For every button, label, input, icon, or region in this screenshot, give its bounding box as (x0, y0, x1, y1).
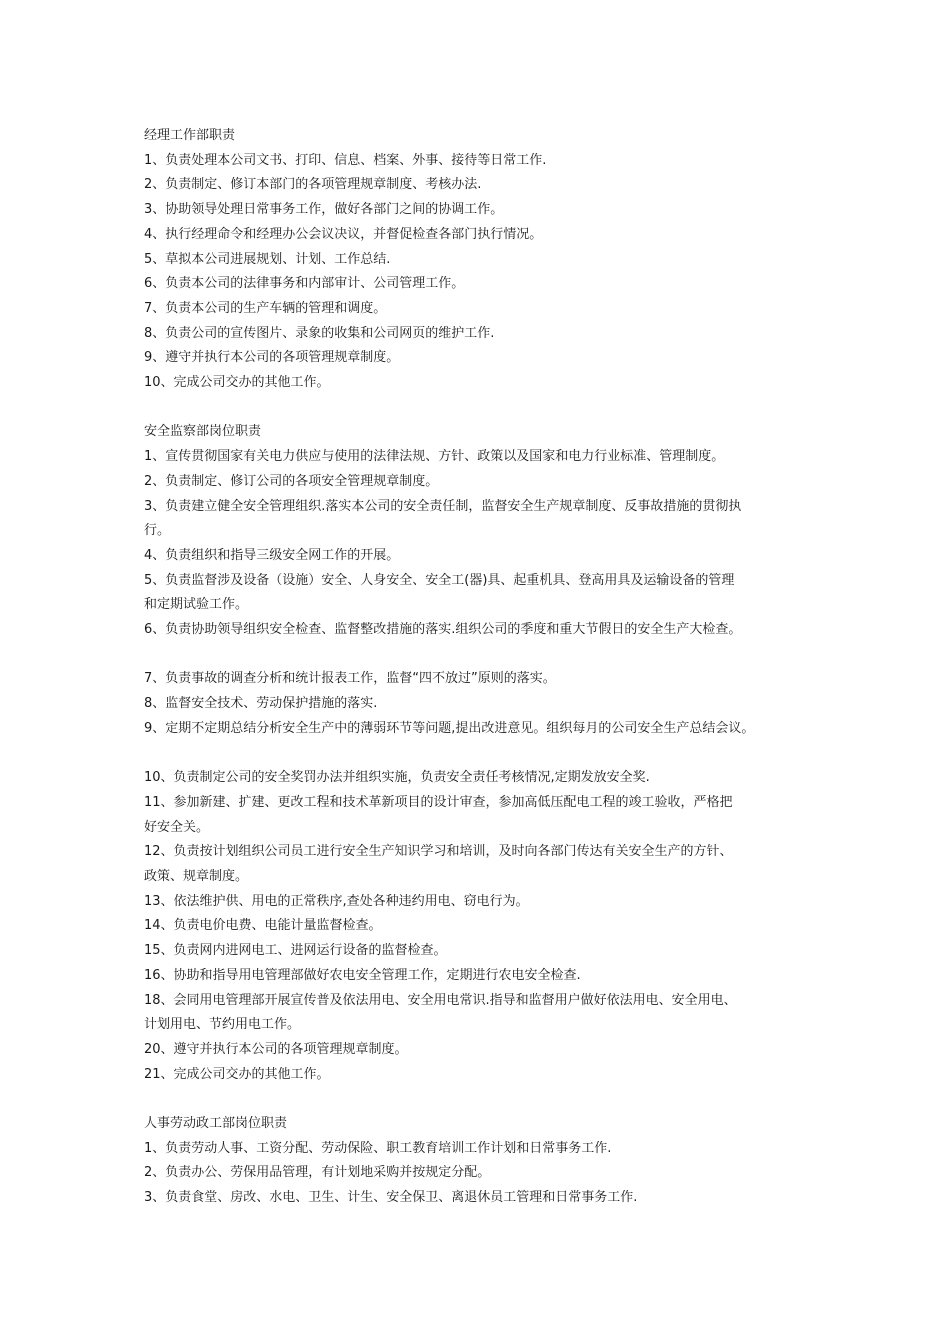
list-item: 1、负责劳动人事、工资分配、劳动保险、职工教育培训工作计划和日常事务工作. (144, 1140, 612, 1156)
list-item: 2、负责办公、劳保用品管理，有计划地采购并按规定分配。 (144, 1165, 491, 1181)
list-item: 5、草拟本公司进展规划、计划、工作总结. (144, 251, 391, 267)
list-item: 12、负责按计划组织公司员工进行安全生产知识学习和培训，及时向各部门传达有关安全生产的方针、 (144, 844, 733, 860)
list-item: 好安全关。 (144, 819, 210, 835)
list-item: 2、负责制定、修订公司的各项安全管理规章制度。 (144, 473, 439, 489)
list-item: 11、参加新建、扩建、更改工程和技术革新项目的设计审查，参加高低压配电工程的竣工验收，严格把 (144, 794, 733, 810)
list-item: 6、负责本公司的法律事务和内部审计、公司管理工作。 (144, 276, 465, 292)
list-item: 计划用电、节约用电工作。 (144, 1017, 301, 1033)
list-item: 1、宣传贯彻国家有关电力供应与使用的法律法规、方针、政策以及国家和电力行业标准、管理制度。 (144, 449, 725, 465)
list-item: 和定期试验工作。 (144, 597, 249, 613)
list-item: 8、负责公司的宣传图片、录象的收集和公司网页的维护工作. (144, 325, 495, 341)
section-spacer (144, 1087, 834, 1112)
list-item: 16、协助和指导用电管理部做好农电安全管理工作，定期进行农电安全检查. (144, 967, 581, 983)
list-item: 6、负责协助领导组织安全检查、监督整改措施的落实.组织公司的季度和重大节假日的安全生产大检查。 (144, 622, 742, 638)
list-item: 13、依法维护供、用电的正常秩序,查处各种违约用电、窃电行为。 (144, 893, 529, 909)
document-page (144, 124, 834, 1211)
list-item: 21、完成公司交办的其他工作。 (144, 1066, 330, 1082)
list-item: 8、监督安全技术、劳动保护措施的落实. (144, 696, 378, 712)
list-item: 政策、规章制度。 (144, 869, 249, 885)
list-item: 3、协助领导处理日常事务工作，做好各部门之间的协调工作。 (144, 202, 504, 218)
list-item: 18、会同用电管理部开展宣传普及依法用电、安全用电常识.指导和监督用户做好依法用电、安全用电、 (144, 992, 737, 1008)
section-title: 人事劳动政工部岗位职责 (144, 1116, 288, 1132)
section-manager (144, 124, 834, 396)
list-item: 10、负责制定公司的安全奖罚办法并组织实施，负责安全责任考核情况,定期发放安全奖. (144, 770, 650, 786)
list-item: 3、负责建立健全安全管理组织.落实本公司的安全责任制，监督安全生产规章制度、反事故措施的贯彻执 (144, 498, 742, 514)
list-item: 20、遵守并执行本公司的各项管理规章制度。 (144, 1041, 408, 1057)
list-item: 7、负责本公司的生产车辆的管理和调度。 (144, 300, 387, 316)
list-item: 1、负责处理本公司文书、打印、信息、档案、外事、接待等日常工作. (144, 152, 547, 168)
section-safety (144, 420, 834, 1087)
list-item: 10、完成公司交办的其他工作。 (144, 375, 330, 391)
list-item: 4、执行经理命令和经理办公会议决议，并督促检查各部门执行情况。 (144, 226, 543, 242)
list-item: 9、遵守并执行本公司的各项管理规章制度。 (144, 350, 400, 366)
list-item: 9、定期不定期总结分析安全生产中的薄弱环节等问题,提出改进意见。组织每月的公司安全生产总结会议。 (144, 720, 755, 736)
section-hr (144, 1112, 834, 1211)
list-item: 2、负责制定、修订本部门的各项管理规章制度、考核办法. (144, 177, 482, 193)
list-item: 3、负责食堂、房改、水电、卫生、计生、安全保卫、离退休员工管理和日常事务工作. (144, 1190, 638, 1206)
blank-line (144, 742, 834, 767)
section-title: 经理工作部职责 (144, 128, 236, 143)
list-item: 7、负责事故的调查分析和统计报表工作，监督“四不放过”原则的落实。 (144, 671, 556, 687)
blank-line (144, 643, 834, 668)
list-item: 5、负责监督涉及设备（设施）安全、人身安全、安全工(器)具、起重机具、登高用具及运输设备的管理 (144, 572, 735, 588)
section-title: 安全监察部岗位职责 (144, 424, 262, 440)
section-spacer (144, 396, 834, 421)
list-item: 4、负责组织和指导三级安全网工作的开展。 (144, 547, 400, 563)
list-item: 14、负责电价电费、电能计量监督检查。 (144, 918, 382, 934)
list-item: 15、负责网内进网电工、进网运行设备的监督检查。 (144, 943, 447, 959)
list-item: 行。 (144, 523, 171, 539)
